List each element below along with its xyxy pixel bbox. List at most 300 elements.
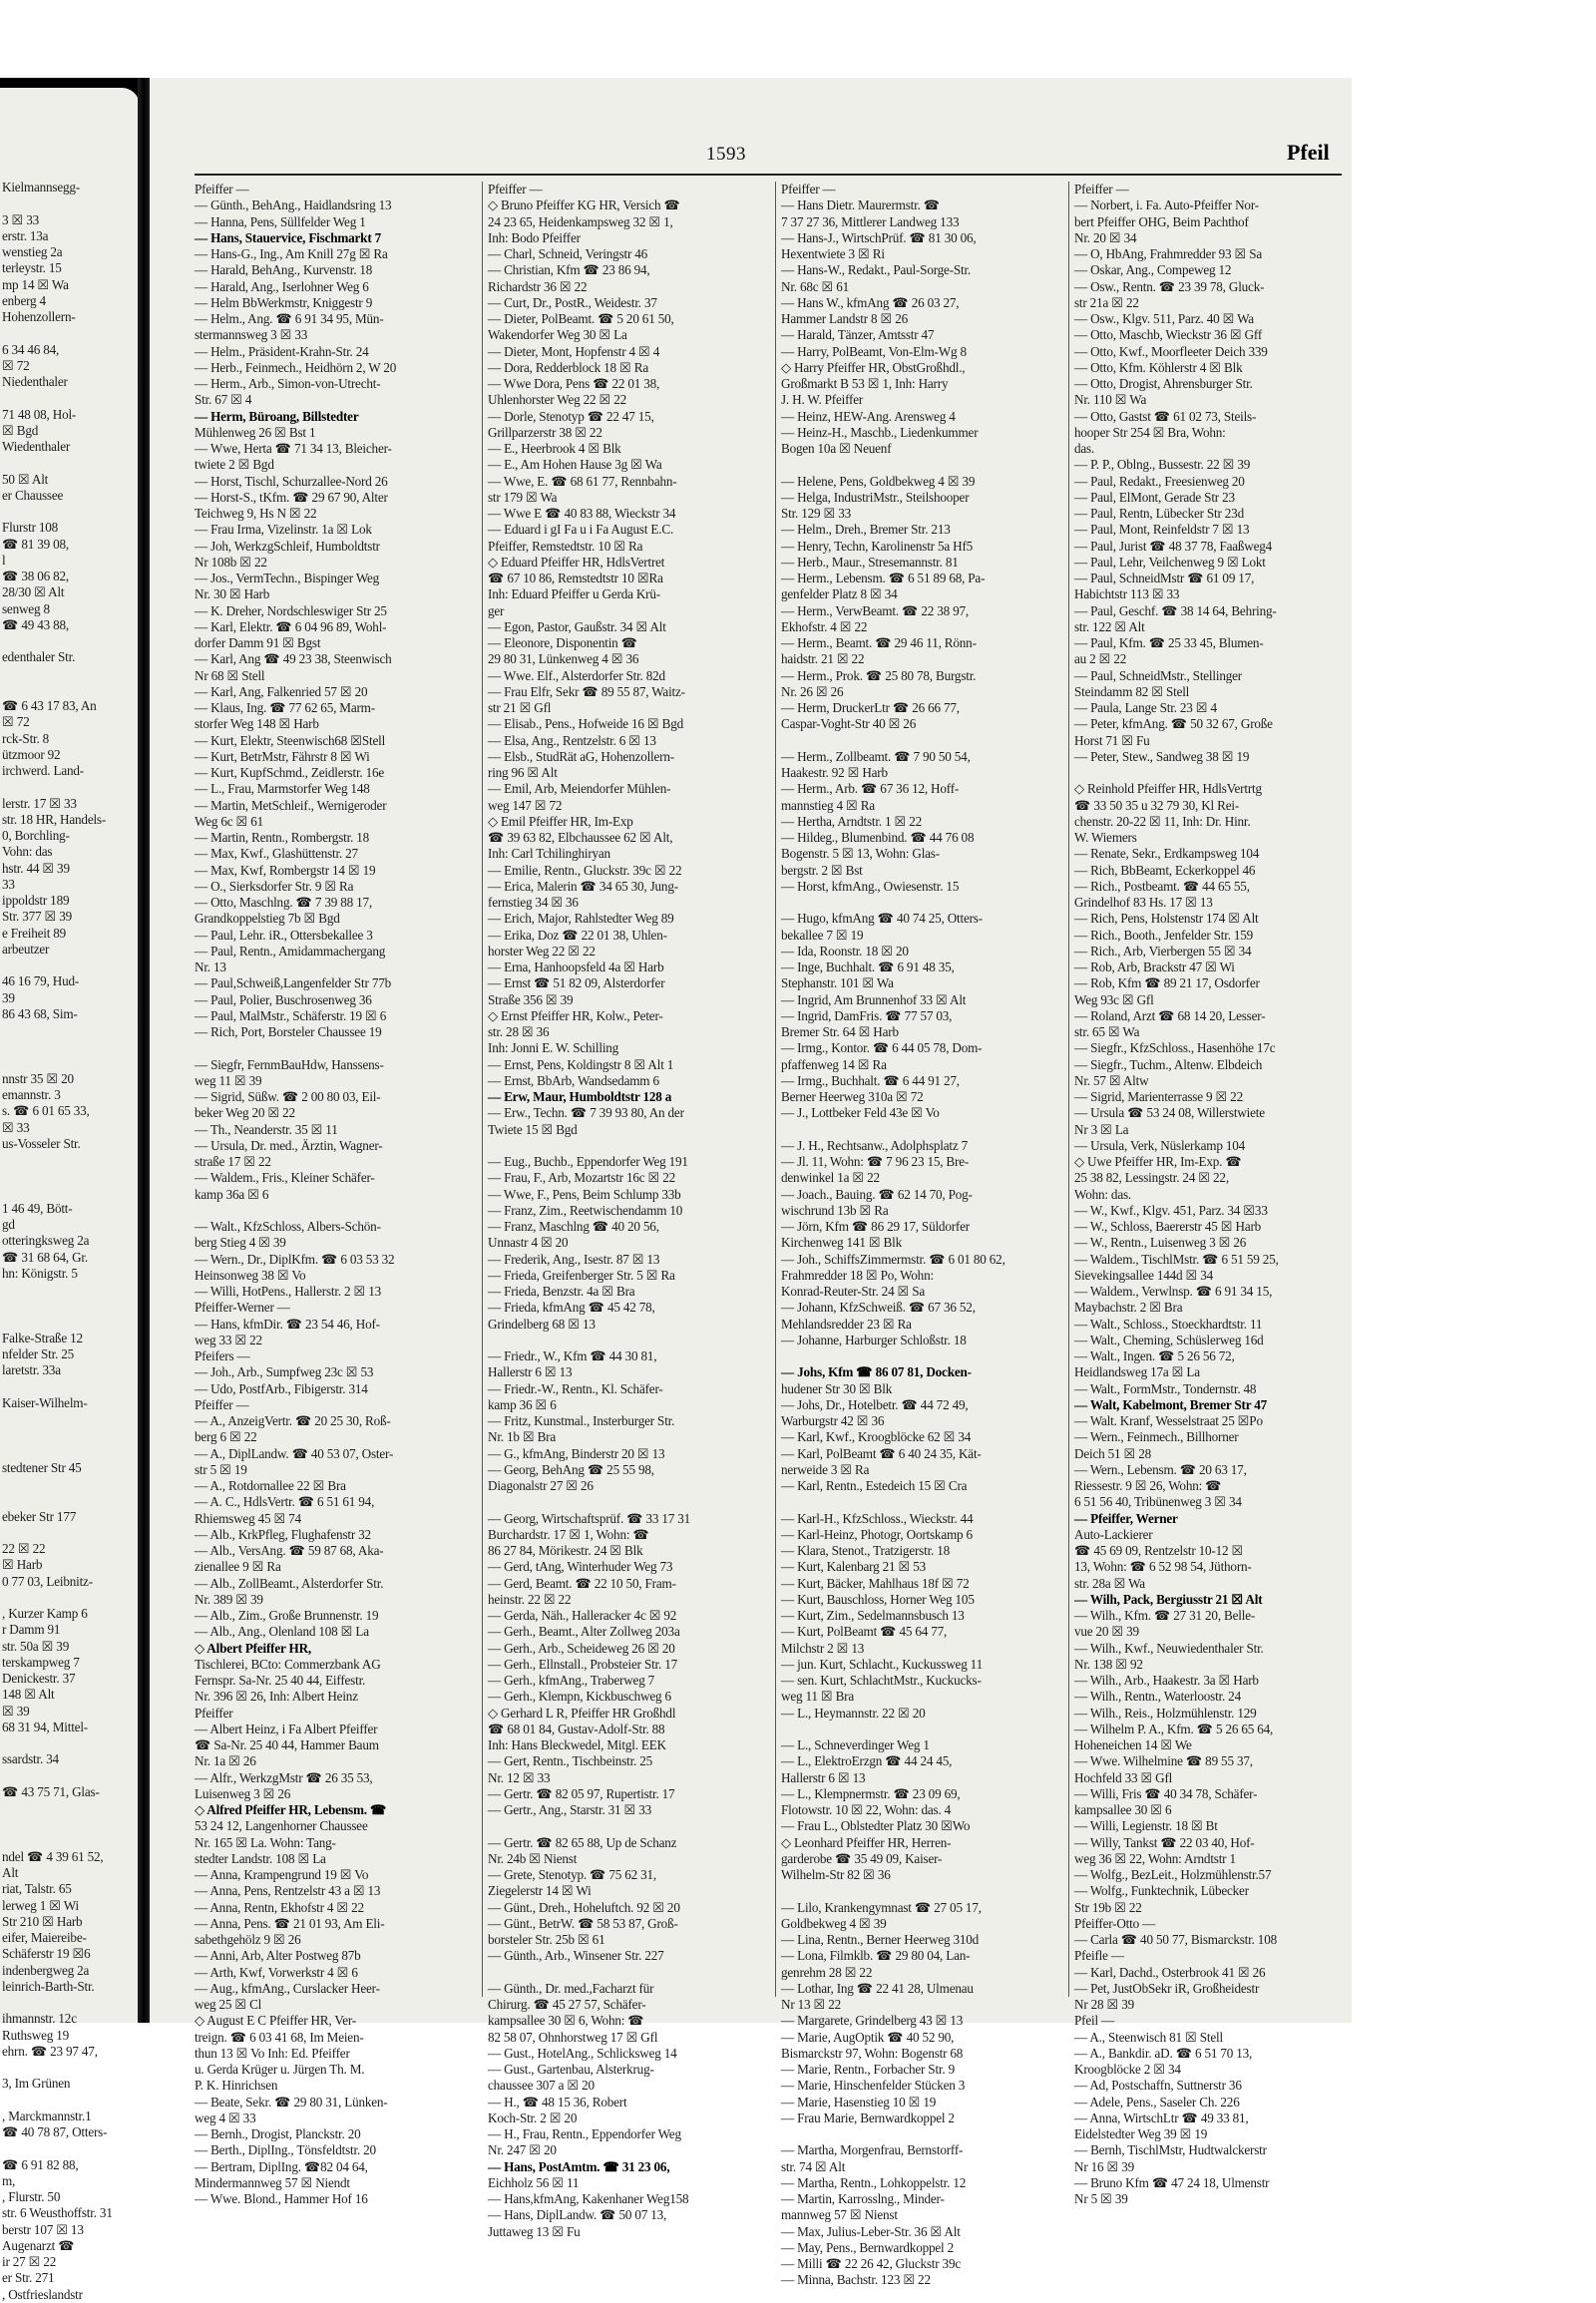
directory-entry-line: — Herm, DruckerLtr ☎ 26 66 77, <box>781 700 960 715</box>
directory-entry-line: Weg 6c ☒ 61 <box>195 813 263 829</box>
left-page-line: l <box>2 552 6 568</box>
directory-entry-line: — Bernh., Drogist, Planckstr. 20 <box>195 2126 361 2141</box>
directory-entry-line: — Otto, Gastst ☎ 61 02 73, Steils- <box>1074 408 1257 424</box>
directory-entry-line: — Walt., Cheming, Schüslerweg 16d <box>1074 1332 1264 1347</box>
left-page-line: Falke-Straße 12 <box>2 1330 83 1345</box>
directory-entry-line: — Frieda, kfmAng ☎ 45 42 78, <box>488 1300 655 1316</box>
directory-entry-line: ☎ Sa-Nr. 25 40 44, Hammer Baum <box>195 1737 379 1752</box>
directory-entry-line: stedter Landstr. 108 ☒ La <box>195 1850 326 1866</box>
left-page-line: str. 50a ☒ 39 <box>2 1638 70 1654</box>
directory-entry-line: — Klara, Stenot., Tratzigerstr. 18 <box>781 1543 951 1558</box>
left-page-line: 0 77 03, Leibnitz- <box>2 1573 93 1589</box>
left-page-line <box>2 682 138 698</box>
directory-entry-line: — Herm., Prok. ☎ 25 80 78, Burgstr. <box>781 667 977 683</box>
directory-entry-line: — Paul, Mont, Reinfeldstr 7 ☒ 13 <box>1074 522 1250 538</box>
left-page-line: er Str. 271 <box>2 2270 55 2286</box>
left-page-line: ☎ 40 78 87, Otters- <box>2 2124 108 2139</box>
directory-entry-line: — Rob, Kfm ☎ 89 21 17, Osdorfer <box>1074 975 1260 991</box>
left-page-line: , Marckmannstr.1 <box>2 2108 92 2123</box>
left-page-line: , Kurzer Kamp 6 <box>2 1606 88 1621</box>
directory-entry-line: mannstieg 4 ☒ Ra <box>781 797 875 813</box>
directory-entry-line: Bogenstr. 5 ☒ 13, Wohn: Glas- <box>781 846 940 862</box>
directory-entry-line: — Siegfr, FernmBauHdw, Hanssens- <box>195 1056 384 1072</box>
left-page-line: 28/30 ☒ Alt <box>2 584 65 600</box>
directory-entry-line: — Karl, Elektr. ☎ 6 04 96 89, Wohl- <box>195 618 387 634</box>
directory-entry-line: — Emil, Arb, Meiendorfer Mühlen- <box>488 781 671 797</box>
directory-entry-line: 29 80 31, Lünkenweg 4 ☒ 36 <box>488 651 639 667</box>
directory-entry-line: — Max, Kwf., Glashüttenstr. 27 <box>195 846 358 862</box>
left-page-line: 6 34 46 84, <box>2 341 60 357</box>
left-page-line <box>2 1315 138 1331</box>
directory-entry-line: Luisenweg 3 ☒ 26 <box>195 1785 291 1801</box>
directory-entry-line: ger <box>488 602 505 618</box>
directory-entry-line: — Wern., Dr., DiplKfm. ☎ 6 03 53 32 <box>195 1251 395 1267</box>
directory-entry-line: Nr. 1b ☒ Bra <box>488 1429 557 1445</box>
directory-entry-line: — L., ElektroErzgn ☎ 44 24 45, <box>781 1753 953 1769</box>
directory-entry-line: ◇ August E C Pfeiffer HR, Ver- <box>195 2013 356 2029</box>
directory-entry-line: — Paul, ElMont, Gerade Str 23 <box>1074 489 1235 505</box>
directory-entry-line: Chirurg. ☎ 45 27 57, Schäfer- <box>488 1997 646 2012</box>
left-page-line <box>2 1476 138 1492</box>
directory-entry-line: — Karl-Heinz, Photogr, Oortskamp 6 <box>781 1526 973 1542</box>
directory-entry-line: ◇ Gerhard L R, Pfeiffer HR Großhdl <box>488 1705 676 1721</box>
directory-entry-line: — Frederik, Ang., Isestr. 87 ☒ 13 <box>488 1251 660 1267</box>
directory-entry-line: — Arth, Kwf, Vorwerkstr 4 ☒ 6 <box>195 1964 358 1980</box>
directory-entry-line: Riessestr. 9 ☒ 26, Wohn: ☎ <box>1074 1478 1222 1493</box>
directory-entry-line: — Rich., Arb, Vierbergen 55 ☒ 34 <box>1074 943 1252 959</box>
directory-entry-line: — Osw., Rentn. ☎ 23 39 78, Gluck- <box>1074 278 1265 294</box>
directory-entry-line: — Heinz-H., Maschb., Liedenkummer <box>781 424 979 440</box>
directory-entry-line: str 5 ☒ 19 <box>195 1461 247 1477</box>
directory-entry-line: Milchstr 2 ☒ 13 <box>781 1640 865 1656</box>
directory-entry-line: — Willi, Legienstr. 18 ☒ Bt <box>1074 1818 1218 1834</box>
directory-entry-line: — Karl, Ang, Falkenried 57 ☒ 20 <box>195 683 368 699</box>
directory-entry-line: 86 27 84, Mörikestr. 24 ☒ Blk <box>488 1543 643 1558</box>
directory-entry-line: Nr. 165 ☒ La. Wohn: Tang- <box>195 1834 336 1850</box>
directory-entry-line: ☎ 67 10 86, Remstedtstr 10 ☒Ra <box>488 571 663 585</box>
left-page-line: hn: Königstr. 5 <box>2 1265 78 1281</box>
directory-entry-line: — Franz, Zim., Reetwischendamm 10 <box>488 1202 683 1218</box>
directory-entry-line: — Erna, Hanhoopsfeld 4a ☒ Harb <box>488 960 664 974</box>
directory-entry-line: — Alb., VersAng. ☎ 59 87 68, Aka- <box>195 1543 384 1558</box>
directory-entry-line: — Paul, Polier, Buschrosenweg 36 <box>195 991 372 1007</box>
directory-entry-line: — Friedr.-W., Rentn., Kl. Schäfer- <box>488 1380 663 1396</box>
left-page-line: 50 ☒ Alt <box>2 471 49 487</box>
directory-entry-line: — Horst, kfmAng., Owiesenstr. 15 <box>781 878 960 894</box>
directory-entry-line: — Waldem., TischlMstr. ☎ 6 51 59 25, <box>1074 1251 1279 1267</box>
directory-entry-line: — Herb., Maur., Stresemannstr. 81 <box>781 554 959 570</box>
directory-entry-line <box>488 1138 769 1154</box>
directory-entry-line: Nr 28 ☒ 39 <box>1074 1997 1135 2012</box>
directory-entry-line: haidstr. 21 ☒ 22 <box>781 651 865 667</box>
directory-entry-line: Nr. 24b ☒ Nienst <box>488 1850 578 1866</box>
directory-entry-line: 24 23 65, Heidenkampsweg 32 ☒ 1, <box>488 213 673 229</box>
directory-entry-line: — Wolfg., Funktechnik, Lübecker <box>1074 1883 1249 1899</box>
directory-entry-line: — Hans-J., WirtschPrüf. ☎ 81 30 06, <box>781 229 977 245</box>
left-page-line: rck-Str. 8 <box>2 730 50 746</box>
directory-entry-line: — Karl-H., KfzSchloss., Wieckstr. 44 <box>781 1510 974 1526</box>
directory-entry-line: — Anna, Rentn, Ekhofstr 4 ☒ 22 <box>195 1899 364 1915</box>
left-page-line: ☎ 31 68 64, Gr. <box>2 1249 88 1265</box>
directory-column-4 <box>1074 182 1352 2207</box>
directory-entry-line: — Anna, Pens. ☎ 21 01 93, Am Eli- <box>195 1915 385 1931</box>
left-page-line: ☎ 49 43 88, <box>2 616 69 632</box>
directory-entry-line: — Paul, Jurist ☎ 48 37 78, Faaßweg4 <box>1074 538 1273 554</box>
directory-entry-line: Konrad-Reuter-Str. 24 ☒ Sa <box>781 1284 926 1299</box>
directory-entry-line: — Dorle, Stenotyp ☎ 22 47 15, <box>488 408 654 424</box>
directory-entry-line: — Friedr., W., Kfm ☎ 44 30 81, <box>488 1348 657 1363</box>
left-page-line: laretstr. 33a <box>2 1362 61 1378</box>
left-page-line: ☒ 72 <box>2 357 30 373</box>
left-page-line <box>2 1590 138 1606</box>
directory-entry-line: — Herm., Arb. ☎ 67 36 12, Hoff- <box>781 781 960 797</box>
directory-entry-line: weg 147 ☒ 72 <box>488 797 563 813</box>
left-page-line: Denickestr. 37 <box>2 1671 76 1686</box>
left-page-line: er Chaussee <box>2 487 64 503</box>
directory-entry-line: str 179 ☒ Wa <box>488 489 558 505</box>
directory-entry-line: — A. C., HdlsVertr. ☎ 6 51 61 94, <box>195 1494 375 1510</box>
directory-entry-line: — Paul, Redakt., Freesienweg 20 <box>1074 473 1245 489</box>
directory-entry-line: Inh: Jonni E. W. Schilling <box>488 1040 619 1056</box>
left-page-line <box>2 1768 138 1784</box>
left-page-line <box>2 1492 138 1508</box>
directory-entry-line: — Paul, Kfm. ☎ 25 33 45, Blumen- <box>1074 635 1264 650</box>
directory-entry-line: — Hildeg., Blumenbind. ☎ 44 76 08 <box>781 830 975 845</box>
left-page-line: ☒ 72 <box>2 714 30 730</box>
directory-entry-line: Hexentwiete 3 ☒ Ri <box>781 246 885 261</box>
left-page-line: , Flurstr. 50 <box>2 2189 61 2204</box>
directory-entry-line: — Rich, Port, Borsteler Chaussee 19 <box>195 1024 382 1039</box>
directory-entry-line: Koch-Str. 2 ☒ 20 <box>488 2110 578 2125</box>
directory-entry-line <box>488 1333 769 1348</box>
left-page-line: ndel ☎ 4 39 61 52, <box>2 1848 104 1864</box>
left-page-line: 3, Im Grünen <box>2 2076 71 2092</box>
directory-entry-line: kampsallee 30 ☒ 6 <box>1074 1802 1172 1817</box>
left-page-line <box>2 1735 138 1751</box>
directory-entry-line: — Paul, Lehr, Veilchenweg 9 ☒ Lokt <box>1074 554 1266 570</box>
directory-entry-line: — Marie, Rentn., Forbacher Str. 9 <box>781 2062 955 2077</box>
directory-entry-line: Heinsonweg 38 ☒ Vo <box>195 1267 306 1283</box>
directory-entry-line: — Herm., Zollbeamt. ☎ 7 90 50 54, <box>781 748 971 764</box>
directory-entry-line: — Renate, Sekr., Erdkampsweg 104 <box>1074 846 1260 862</box>
directory-entry-line: — Walt. Kranf, Wesselstraat 25 ☒Po <box>1074 1413 1263 1428</box>
left-page-line: , Ostfrieslandstr <box>2 2286 83 2302</box>
directory-entry-line: — Pfeiffer, Werner <box>1074 1510 1178 1526</box>
directory-entry-line: — Wwe, Herta ☎ 71 34 13, Bleicher- <box>195 441 392 456</box>
directory-entry-line: — Roland, Arzt ☎ 68 14 20, Lesser- <box>1074 1007 1266 1023</box>
directory-entry-line: — E., Heerbrook 4 ☒ Blk <box>488 441 621 456</box>
directory-entry-line: — K. Dreher, Nordschleswiger Str 25 <box>195 602 387 618</box>
directory-entry-line: Nr. 247 ☒ 20 <box>488 2142 557 2158</box>
directory-entry-line: mannweg 57 ☒ Nienst <box>781 2207 898 2223</box>
directory-entry-line: — Udo, PostfArb., Fibigerstr. 314 <box>195 1380 368 1396</box>
directory-entry-line: Hochfeld 33 ☒ Gfl <box>1074 1769 1173 1785</box>
directory-entry-line: Str. 67 ☒ 4 <box>195 392 252 408</box>
directory-entry-line: — Karl, Rentn., Estedeich 15 ☒ Cra <box>781 1478 968 1493</box>
directory-entry-line: — Wwe Dora, Pens ☎ 22 01 38, <box>488 376 660 391</box>
directory-entry-line: Unnastr 4 ☒ 20 <box>488 1235 569 1251</box>
left-page-line <box>2 1800 138 1816</box>
directory-entry-line: ◇ Eduard Pfeiffer HR, HdlsVertret <box>488 554 665 570</box>
directory-entry-line: Nr. 13 <box>195 960 226 974</box>
directory-entry-line: ☎ 39 63 82, Elbchaussee 62 ☒ Alt, <box>488 830 673 845</box>
directory-entry-line: — Wwe, E. ☎ 68 61 77, Rennbahn- <box>488 473 677 489</box>
left-page-line: ☎ 6 91 82 88, <box>2 2156 79 2172</box>
directory-entry-line: Straße 356 ☒ 39 <box>488 991 574 1007</box>
directory-entry-line: — Alfr., WerkzgMstr ☎ 26 35 53, <box>195 1769 373 1785</box>
directory-entry-line: — Erika, Doz ☎ 22 01 38, Uhlen- <box>488 927 667 943</box>
directory-entry-line: — Wilh, Pack, Bergiusstr 21 ☒ Alt <box>1074 1591 1263 1607</box>
directory-entry-line: — H., Frau, Rentn., Eppendorfer Weg <box>488 2126 681 2141</box>
directory-entry-line: — Eduard i gI Fa u i Fa August E.C. <box>488 522 674 538</box>
directory-entry-line: — Erich, Major, Rahlstedter Weg 89 <box>488 911 674 927</box>
left-page-line: Niedenthaler <box>2 374 68 389</box>
directory-entry-line: — Joach., Bauing. ☎ 62 14 70, Pog- <box>781 1186 973 1202</box>
directory-entry-line: Nr 5 ☒ 39 <box>1074 2191 1128 2206</box>
directory-entry-line: — Beate, Sekr. ☎ 29 80 31, Lünken- <box>195 2094 388 2110</box>
directory-entry-line: Nr. 26 ☒ 26 <box>781 683 844 699</box>
directory-entry-line: — Gerd, Beamt. ☎ 22 10 50, Fram- <box>488 1575 676 1591</box>
left-page-line: nfelder Str. 25 <box>2 1346 75 1361</box>
directory-entry-line: weg 11 ☒ Bra <box>781 1689 855 1705</box>
left-page-line: ☎ 38 06 82, <box>2 569 69 583</box>
directory-entry-line: P. K. Hinrichsen <box>195 2078 278 2094</box>
directory-entry-line: Frahmredder 18 ☒ Po, Wohn: <box>781 1267 934 1283</box>
directory-entry-line: — Ursula, Verk, Nüslerkamp 104 <box>1074 1137 1246 1153</box>
directory-entry-line: — Gertr. ☎ 82 65 88, Up de Schanz <box>488 1834 677 1850</box>
directory-entry-line: — Paul, SchneidMstr., Stellinger <box>1074 667 1242 683</box>
directory-entry-line: bekallee 7 ☒ 19 <box>781 927 864 943</box>
directory-entry-line: — Bertram, DiplIng. ☎82 04 64, <box>195 2158 368 2174</box>
directory-entry-line: — Kurt, Elektr, Steenwisch68 ☒Stell <box>195 732 386 748</box>
left-page-line <box>2 1995 138 2011</box>
left-page-line: str. 6 Weusthoffstr. 31 <box>2 2205 113 2221</box>
directory-entry-line: Twiete 15 ☒ Bgd <box>488 1121 578 1137</box>
directory-entry-line: — Wwe. Wilhelmine ☎ 89 55 37, <box>1074 1753 1253 1769</box>
directory-entry-line: — Harry, PolBeamt, Von-Elm-Wg 8 <box>781 343 967 359</box>
left-page-line <box>2 1379 138 1395</box>
directory-entry-line: 53 24 12, Langenhorner Chaussee <box>195 1818 368 1834</box>
directory-entry-line: Pfeiffer, Remstedtstr. 10 ☒ Ra <box>488 538 643 554</box>
directory-entry-line: Hammer Landstr 8 ☒ 26 <box>781 311 909 326</box>
directory-entry-line: ◇ Leonhard Pfeiffer HR, Herren- <box>781 1834 952 1850</box>
directory-entry-line: — Kurt, PolBeamt ☎ 45 64 77, <box>781 1624 948 1640</box>
directory-entry-line: — Gerh., Beamt., Alter Zollweg 203a <box>488 1624 680 1640</box>
directory-entry-line: — Herm., Lebensm. ☎ 6 51 89 68, Pa- <box>781 571 986 585</box>
directory-entry-line: — Wolfg., BezLeit., Holzmühlenstr.57 <box>1074 1867 1272 1882</box>
directory-entry-line: weg 11 ☒ 39 <box>195 1072 262 1088</box>
left-page-line: Kaiser-Wilhelm- <box>2 1394 88 1410</box>
left-page-line <box>2 666 138 682</box>
left-page-line: edenthaler Str. <box>2 649 76 665</box>
left-page-line: erstr. 13a <box>2 227 49 243</box>
directory-entry-line: — Paul, Rentn, Lübecker Str 23d <box>1074 506 1244 521</box>
left-page-line: ☒ 33 <box>2 1119 30 1135</box>
left-page-line <box>2 958 138 973</box>
directory-entry-line: — Martin, Rentn., Rombergstr. 18 <box>195 830 370 845</box>
directory-entry-line: — Joh., SchiffsZimmermstr. ☎ 6 01 80 62, <box>781 1251 1005 1267</box>
directory-entry-line: Diagonalstr 27 ☒ 26 <box>488 1478 594 1493</box>
directory-entry-line: — Ernst, Pens, Koldingstr 8 ☒ Alt 1 <box>488 1056 674 1072</box>
directory-entry-line: — O., Sierksdorfer Str. 9 ☒ Ra <box>195 878 354 894</box>
left-page-line <box>2 1168 138 1184</box>
left-page-line <box>2 195 138 211</box>
directory-entry-line: — Sigrid, Süßw. ☎ 2 00 80 03, Eil- <box>195 1089 381 1104</box>
header-rule <box>195 174 1342 176</box>
directory-entry-line: — Karl, PolBeamt ☎ 6 40 24 35, Kät- <box>781 1445 982 1461</box>
directory-entry-line: — L., Schneverdinger Weg 1 <box>781 1737 930 1752</box>
left-page-line <box>2 1185 138 1201</box>
directory-entry-line: — L., Heymannstr. 22 ☒ 20 <box>781 1705 926 1721</box>
directory-entry-line: Nr. 110 ☒ Wa <box>1074 392 1147 408</box>
directory-entry-line: — Otto, Kwf., Moorfleeter Deich 339 <box>1074 343 1268 359</box>
directory-entry-line: Pfeiffer-Otto — <box>1074 1915 1156 1931</box>
directory-entry-line: sabethgehölz 9 ☒ 26 <box>195 1932 301 1947</box>
left-page-line <box>2 1298 138 1314</box>
directory-entry-line: Str. 129 ☒ 33 <box>781 506 852 521</box>
directory-entry-line: J. H. W. Pfeiffer <box>781 392 864 408</box>
directory-entry-line: — Gert, Rentn., Tischbeinstr. 25 <box>488 1753 653 1769</box>
directory-entry-line: Wilhelm-Str 82 ☒ 36 <box>781 1867 891 1882</box>
directory-entry-line: — Wilh., Rentn., Waterloostr. 24 <box>1074 1689 1241 1705</box>
directory-entry-line: Nr 13 ☒ 22 <box>781 1997 842 2012</box>
directory-entry-line: — Max, Julius-Leber-Str. 36 ☒ Alt <box>781 2223 961 2239</box>
left-page-line: Str. 377 ☒ 39 <box>2 909 73 925</box>
left-page-line <box>2 1152 138 1168</box>
directory-entry-line: Burchardstr. 17 ☒ 1, Wohn: ☎ <box>488 1526 649 1542</box>
directory-column-2 <box>488 182 769 2240</box>
directory-entry-line: — Elsb., StudRät aG, Hohenzollern- <box>488 748 674 764</box>
directory-entry-line: — Hans, Stauervice, Fischmarkt 7 <box>195 229 382 245</box>
directory-entry-line: — Anna, WirtschLtr ☎ 49 33 81, <box>1074 2110 1249 2125</box>
directory-entry-line: Eidelstedter Weg 39 ☒ 19 <box>1074 2126 1208 2141</box>
directory-entry-line: ◇ Emil Pfeiffer HR, Im-Exp <box>488 813 633 829</box>
directory-entry-line: — Marie, Hinschenfelder Stücken 3 <box>781 2078 966 2094</box>
directory-entry-line: garderobe ☎ 35 49 09, Kaiser- <box>781 1850 943 1866</box>
directory-entry-line: — Gerh., kfmAng., Traberweg 7 <box>488 1673 655 1688</box>
left-page-line: emannstr. 3 <box>2 1087 61 1102</box>
directory-entry-line: — Frau Irma, Vizelinstr. 1a ☒ Lok <box>195 522 372 538</box>
directory-entry-line: Deich 51 ☒ 28 <box>1074 1445 1151 1461</box>
directory-entry-line: — Hans, DiplLandw. ☎ 50 07 13, <box>488 2207 667 2223</box>
directory-entry-line: berg Stieg 4 ☒ 39 <box>195 1235 286 1251</box>
directory-entry-line: — Max, Kwf, Rombergstr 14 ☒ 19 <box>195 862 376 878</box>
directory-entry-line: Teichweg 9, Hs N ☒ 22 <box>195 506 317 521</box>
directory-entry-line: — Otto, Maschb, Wieckstr 36 ☒ Gff <box>1074 327 1263 343</box>
directory-entry-line: — A., DiplLandw. ☎ 40 53 07, Oster- <box>195 1445 394 1461</box>
directory-entry-line: — Paul,Schweiß,Langenfelder Str 77b <box>195 975 391 991</box>
directory-entry-line: ◇ Reinhold Pfeiffer HR, HdlsVertrtg <box>1074 781 1262 797</box>
left-page-line <box>2 455 138 471</box>
left-page-line: irchwerd. Land- <box>2 763 84 778</box>
directory-entry-line: weg 33 ☒ 22 <box>195 1332 262 1347</box>
directory-entry-line: hooper Str 254 ☒ Bra, Wohn: <box>1074 424 1226 440</box>
directory-entry-line: kampsallee 30 ☒ 6, Wohn: ☎ <box>488 2013 644 2029</box>
directory-entry-line: — Horst, Tischl, Schurzallee-Nord 26 <box>195 473 388 489</box>
directory-entry-line: Grillparzerstr 38 ☒ 22 <box>488 424 602 440</box>
directory-entry-line: — Christian, Kfm ☎ 23 86 94, <box>488 262 650 278</box>
left-page-line: otteringksweg 2a <box>2 1233 90 1249</box>
left-page-line: hstr. 44 ☒ 39 <box>2 860 70 876</box>
directory-entry-line: hudener Str 30 ☒ Blk <box>781 1380 893 1396</box>
left-page-line: ☒ Harb <box>2 1557 43 1573</box>
left-page-line: lerstr. 17 ☒ 33 <box>2 795 77 811</box>
directory-entry-line: weg 25 ☒ Cl <box>195 1997 262 2012</box>
left-page-line: Schäferstr 19 ☒6 <box>2 1946 91 1962</box>
directory-entry-line: — Willi, HotPens., Hallerstr. 2 ☒ 13 <box>195 1284 381 1299</box>
left-page-line: riat, Talstr. 65 <box>2 1881 72 1897</box>
directory-entry-line: stermannsweg 3 ☒ 33 <box>195 327 308 343</box>
directory-entry-line: — Elisab., Pens., Hofweide 16 ☒ Bgd <box>488 716 684 732</box>
directory-entry-line: Nr. 20 ☒ 34 <box>1074 229 1137 245</box>
directory-entry-line: — G., kfmAng, Binderstr 20 ☒ 13 <box>488 1445 665 1461</box>
directory-column-3 <box>781 182 1062 2289</box>
directory-entry-line: — May, Pens., Bernwardkoppel 2 <box>781 2239 954 2255</box>
directory-entry-line: Wakendorfer Weg 30 ☒ La <box>488 327 627 343</box>
directory-entry-line: — Bernh, TischlMstr, Hudtwalckerstr <box>1074 2142 1267 2158</box>
directory-entry-line: — A., Bankdir. aD. ☎ 6 51 70 13, <box>1074 2045 1253 2061</box>
directory-entry-line: — Elsa, Ang., Rentzelstr. 6 ☒ 13 <box>488 732 656 748</box>
directory-entry-line: — A., Rotdornallee 22 ☒ Bra <box>195 1478 346 1493</box>
left-page-line <box>2 390 138 406</box>
directory-entry-line: Nr. 389 ☒ 39 <box>195 1591 263 1607</box>
directory-entry-line: — Herb., Feinmech., Heidhörn 2, W 20 <box>195 359 397 375</box>
directory-entry-line <box>781 895 1062 911</box>
directory-entry-line: Pfeiffer <box>195 1705 233 1721</box>
directory-entry-line: thun 13 ☒ Vo Inh: Ed. Pfeiffer <box>195 2045 350 2061</box>
directory-entry-line: ◇ Uwe Pfeiffer HR, Im-Exp. ☎ <box>1074 1154 1242 1169</box>
directory-entry-line: — Paul, Lehr. iR., Ottersbekallee 3 <box>195 927 373 943</box>
directory-entry-line: — Wern., Lebensm. ☎ 20 63 17, <box>1074 1461 1247 1477</box>
directory-entry-line: das. <box>1074 441 1095 456</box>
directory-entry-line: Pfeil — <box>1074 2013 1114 2029</box>
left-page-line <box>2 779 138 795</box>
directory-entry-line: — Jos., VermTechn., Bispinger Weg <box>195 571 380 585</box>
directory-entry-line <box>781 1348 1062 1364</box>
directory-entry-line: — Horst-S., tKfm. ☎ 29 67 90, Alter <box>195 489 388 505</box>
directory-entry-line: Uhlenhorster Weg 22 ☒ 22 <box>488 392 627 408</box>
directory-entry-line: — Georg, Wirtschaftsprüf. ☎ 33 17 31 <box>488 1510 691 1526</box>
directory-entry-line: treign. ☎ 6 03 41 68, Im Meien- <box>195 2029 364 2045</box>
directory-entry-line: — Rich., Booth., Jenfelder Str. 159 <box>1074 927 1254 943</box>
directory-entry-line: — Frau Elfr, Sekr ☎ 89 55 87, Waitz- <box>488 683 685 699</box>
left-page-line <box>2 1816 138 1832</box>
directory-entry-line: — Paul, Geschf. ☎ 38 14 64, Behring- <box>1074 602 1277 618</box>
directory-entry-line: — Frieda, Greifenberger Str. 5 ☒ Ra <box>488 1267 675 1283</box>
directory-entry-line: — H., ☎ 48 15 36, Robert <box>488 2094 627 2110</box>
directory-entry-line: — Ernst ☎ 51 82 09, Alsterdorfer <box>488 975 665 991</box>
directory-entry-line: — Ursula ☎ 53 24 08, Willerstwiete <box>1074 1105 1265 1121</box>
directory-entry-line: — Wern., Feinmech., Billhorner <box>1074 1429 1239 1445</box>
directory-entry-line: — Rob, Arb, Brackstr 47 ☒ Wi <box>1074 960 1235 974</box>
directory-entry-line: kamp 36 ☒ 6 <box>488 1396 557 1412</box>
left-page-line <box>2 2140 138 2156</box>
directory-entry-line: — Waldem., Fris., Kleiner Schäfer- <box>195 1170 375 1186</box>
directory-entry-line: Grindelhof 83 Hs. 17 ☒ 13 <box>1074 895 1213 910</box>
directory-entry-line: Maybachstr. 2 ☒ Bra <box>1074 1300 1183 1316</box>
directory-entry-line <box>488 1494 769 1510</box>
directory-entry-line: str. 28 ☒ 36 <box>488 1024 550 1039</box>
directory-entry-line: — Gerh., Ellnstall., Probsteier Str. 17 <box>488 1656 677 1672</box>
directory-entry-line: Haakestr. 92 ☒ Harb <box>781 765 888 780</box>
directory-entry-line: Grindelberg 68 ☒ 13 <box>488 1316 596 1332</box>
left-page-line: terskampweg 7 <box>2 1654 80 1670</box>
directory-entry-line: Inh: Bodo Pfeiffer <box>488 229 581 245</box>
directory-entry-line: — Johann, KfzSchweiß. ☎ 67 36 52, <box>781 1300 976 1316</box>
left-page-line: arbeutzer <box>2 941 50 957</box>
directory-entry-line: — Helm BbWerkmstr, Kniggestr 9 <box>195 294 373 310</box>
left-page-line: leinrich-Barth-Str. <box>2 1978 95 1994</box>
